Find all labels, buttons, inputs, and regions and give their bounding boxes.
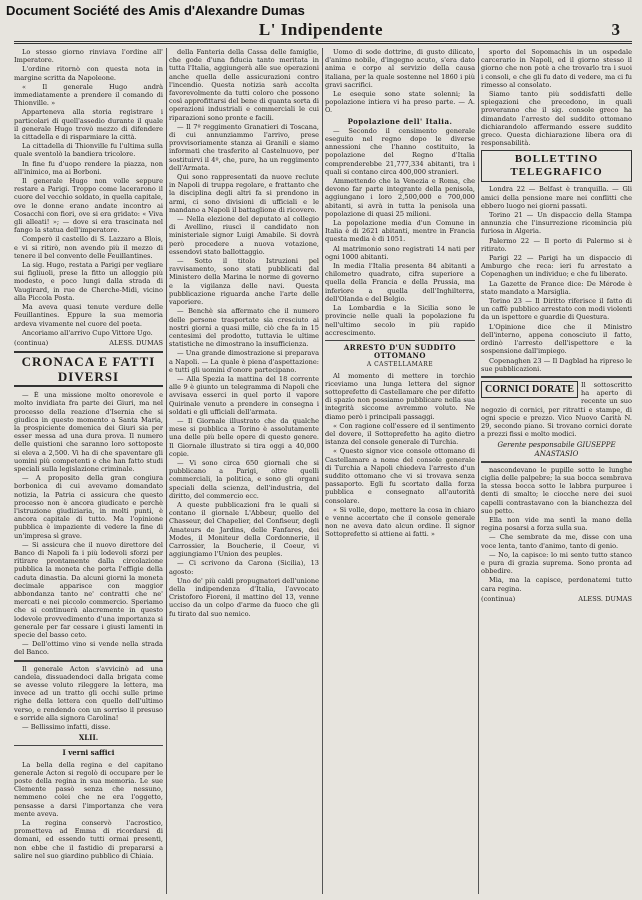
paragraph: La sig. Hugo, restata a Parigi per vegliare sui figliuoli, prese la fitto un alloggio più modesto, e poco lungi dalla strada di Vaugirard, in rue de Cherche-Midi, vicino alla Piccola Posta.: [14, 261, 163, 302]
news-item: — Dell'ottimo vino si vende nella strada del Banco.: [14, 640, 163, 657]
news-item: — Benchè sia affermato che il numero delle persone trasportate sia cresciuto ai nostri giorni a quasi mille, ciò che fa in 15 centesimi del prodotto, tuttavia le ultime statistiche ne dimostrano la insufficienza.: [169, 307, 319, 349]
news-item: A queste pubblicazioni fra le quali si contano il giornale L'Abbeur, quello del Chasseur, del Chapelier, del Confiseur, degli Amateurs de Jardins, delle Fanfares, dei Modes, il Moniteur della Cordonnerie, il Carrossier, la Boucherie, il Coeur, vi aggiungiamo l'Union des peuples.: [169, 500, 319, 559]
chapter-number: XLII.: [78, 733, 99, 743]
news-item: Al momento di mettere in torchio riceviamo una lunga lettera del signor sottoprefetto di Castellamare che per difetto di spazio non possiamo pubblicare nella sua integrità siccome avremmo voluto. Ne diamo però i principali passaggi.: [325, 371, 475, 421]
news-item: sporto del Sopomachis in un ospedale carcerario in Napoli, ed il giorno stesso il giorno che non potè a che trovarlo tra i suoi i consoli, e che gli fu dato di vedere, ma ci fu rimesso al consolato.: [481, 48, 632, 89]
divider: [14, 745, 163, 746]
paragraph: Il generale Hugo non volle seppure restare a Parigi. Troppo come lacerarono il cuore del vecchio soldato, in quella capitale, ove le donne erano andate incontro ai Cosacchi con fiori, ove si era gridato: « Viva gli alleati! »; — dove si era trascinata nel fango la statua dell'imperatore.: [14, 177, 163, 235]
serial-text: nascondevano le pupille sotto le lunghe ciglia delle palpebre; la sua bocca sembrava la stessa bocca sotto le labbra purpuree i denti di smalto; le ciocche nere dei suoi capelli contrastavano con la bianchezza del suo petto.: [481, 465, 632, 515]
news-item: — Una grande dimostrazione si preparava a Napoli. — La quale è piena d'aspettazione: e tutti gli uomini d'onore partecipano.: [169, 349, 319, 374]
serial-text: La regina conservò l'acrostico, prometteva ad Emma di ricordarsi di domani, ed essendo tutti ormai presenti, non ebbe che il fastidio di prepararsi a salire nel suo giardino pubblico di Chiaia.: [14, 819, 163, 860]
news-item: Ammettendo che la Venezia e Roma, che devono far parte integrante della penisola, aggiungano i loro 2,500,000 e 700,000 abitanti, si avrà in tutta la penisola una popolazione di quasi 25 milioni.: [325, 177, 475, 218]
news-item: — A proposito della gran congiura borbonica di cui avevamo domandato notizia, la Patria ci assicura che questo processo non è ancora giudicato e perchè l'istruzione giudiziaria, in molti punti, è ancora capitale di tutto. Ma l'opinione pubblica è impaziente di vedere la fine di un'impresa sì grave.: [14, 474, 163, 540]
masthead-rule-double: [14, 43, 632, 44]
telegram-item: Copenaghen 23 — Il Dagblad ha ripreso le sue pubblicazioni.: [481, 356, 632, 373]
column-2: [169, 48, 319, 894]
telegram-item: L'Opinione dice che il Ministro dell'interno, appena conosciuto il fatto, ordinò l'arresto dell'ispettore e la sospensione dall'impiego.: [481, 322, 632, 356]
columns-container: [14, 48, 632, 894]
paragraph: La cittadella di Thionville fu l'ultima sulla quale sventolò la bandiera tricolore.: [14, 142, 163, 159]
serial-text: — No, la capisce: lo mi sento tutto stanco e pura di grazia suprema. Sono pronta ad obbedire.: [481, 550, 632, 576]
newspaper-title: L' Indipendente: [258, 20, 384, 39]
telegram-item: Torino 21 — Un dispaccio della Stampa annunzia che l'insurrezione ricomincia più furiosa in Algeria.: [481, 211, 632, 236]
news-item: Le esequie sono state solenni; la popolazione intiera vi ha preso parte. — A. O.: [325, 90, 475, 115]
divider: [14, 660, 163, 662]
author-signature: ALESS. DUMAS: [578, 594, 632, 603]
news-item: — Si assicura che il nuovo direttore del Banco di Napoli fa i più lodevoli sforzi per ritirare prontamente dalla circolazione pubblica la moneta che porta l'effigie della caduta dinastia. Da alcuni giorni la moneta decimale apparisce con maggior abbondanza tanto ne' contratti che ne' mercati e nei piccolo commercio. Speriamo che si continuerà alacremente in questo lodevole provvedimento d'una importanza si generale per far cessare i giusti lamenti in specie del basso ceto.: [14, 540, 163, 639]
news-item: — Ci scrivono da Carona (Sicilia), 13 agosto:: [169, 559, 319, 576]
paragraph: Ma aveva quasi tenute verdure delle Feuillantines. Eppure la sua memoria ardeva vivamente nel cuore del poeta.: [14, 303, 163, 328]
paragraph: Lo stesso giorno rinviava l'ordine all' Imperatore.: [14, 48, 163, 65]
serial-text: Mia, ma la capisce, perdonatemi tutto cara regina.: [481, 576, 632, 593]
paragraph: Ancoriamo all'arrivo Cupo Vittore Ugo.: [22, 328, 153, 337]
news-item: — Nella elezione del deputato al collegio di Avellino, riuscì il candidato non ministeriale signor Luigi Amabile. Si dovrà però procedere a nuova votazione, essendovi stato ballottaggio.: [169, 215, 319, 256]
gerente-line: Gerente pesponsabile GIUSEPPE ANASTASIO: [497, 441, 616, 458]
news-item: — Alla Spezia la mattina del 18 corrente alle 9 è giunto un telegramma di Napoli che avvisava esserci in quel porto il vapore Quirinale venuto a prendere in consegna i soldati e gli ufficiali dell'armata.: [169, 374, 319, 416]
serial-text: Ella non vide ma sentì la mano della regina posarsi a forza sulla sua.: [481, 515, 632, 533]
column-1: [14, 48, 163, 894]
telegram-item: Parigi 22 — Parigi ha un dispaccio di Amburgo che reca: ieri fu arrestato a Copenaghen un individuo; e che fu liberato.: [481, 254, 632, 279]
advertisement: [481, 381, 632, 438]
news-item: La popolazione media d'un Comune in Italia è di 2621 abitanti, mentre in Francia questa media è di 1051.: [325, 219, 475, 244]
column-3: [325, 48, 475, 894]
news-item: « Questo signor vice console ottomano di Castellamare a nome del console generale di Turchia a Napoli chiedeva l'arresto d'un suddito ottomano che vi si trovava senza passaporto. Egli fu scortato dalla forza pubblica e consegnato all'autorità consolare.: [325, 447, 475, 505]
paragraph: Comperò il castello di S. Lazzaro a Blois, e vi si ritirò, non avendo più il mezzo di tenere il bel convento delle Feuillantines.: [14, 235, 163, 260]
divider: [481, 376, 632, 378]
news-item: « Con ragione coll'essere ed il sentimento del dovere, il Sottoprefetto ha agito dietro istanza del console generale di Turchia.: [325, 421, 475, 447]
article-heading: Popolazione dell' Italia.: [347, 116, 453, 126]
telegram-item: Palermo 22 — Il porto di Palermo si è ritirato.: [481, 236, 632, 253]
news-item: Uno de' più caldi propugnatori dell'unione della indipendenza d'Italia, l'avvocato Cristoforo Fioreni, il mattino del 13, venne ucciso da un colpo d'arme da fuoco che gli fu tirato dal suo nemico.: [169, 576, 319, 618]
paragraph: « Il generale Hugo andrà immediatamente a prendere il comando di Thionville. »: [14, 82, 163, 108]
telegram-item: Torino 23 — Il Diritto riferisce il fatto di un caffè pubblico arrestato con modi violenti da un ispettore e guardie di Questura.: [481, 297, 632, 322]
divider: [325, 340, 475, 341]
masthead: [0, 20, 642, 42]
serial-text: — Bellissimo infatti, disse.: [22, 723, 111, 732]
news-item: Uomo di sode dottrine, di gusto dilicato, d'animo nobile, d'ingegno acuto, s'era dato anima e corpo al servizio della causa italiana, per la quale sostenne nel 1860 i più gravi sacrifici.: [325, 48, 475, 89]
telegram-item: La Gazette de France dice: De Mérode è stato mandato a Marsiglia.: [481, 279, 632, 296]
ad-heading: CORNICI DORATE: [481, 381, 578, 398]
news-item: In media l'Italia presenta 84 abitanti a chilometro quadrato, cifra superiore a quella della Francia e della Prussia, ma inferiore a quella dell'Inghilterra, dell'Olanda e del Belgio.: [325, 262, 475, 303]
section-title: CRONACA E FATTI DIVERSI: [14, 351, 163, 387]
chapter-title: I verni saffici: [62, 748, 115, 758]
paragraph: Apparteneva alla storia registrare i particolari di quell'assedio durante il quale il generale Hugo trovò mezzo di difendere la cittadella e di risparmiare la città.: [14, 108, 163, 142]
news-item: — È una missione molto onorevole e molto invidiata fra parte dei Giuri, ma nel processo della reazione d'Isernia che si giudica in questo momento a Santa Maria, la prospiciente domenica dei Giuri sia per esser messa ad una dura prova. Il numero delle quistioni che saranno loro sottoposte si eleva a 2,500. Vi ha di che spaventare gli uomini più competenti e che han fatto studi speciali sulla legislazione criminale.: [14, 391, 163, 473]
paragraph: In fine fu d'uopo rendere la piazza, non all'inimico, ma ai Borboni.: [14, 159, 163, 176]
signature-row: [14, 339, 163, 347]
archive-watermark: Document Société des Amis d'Alexandre Dumas: [6, 3, 305, 18]
telegram-item: Londra 22 — Belfast è tranquilla. — Gli amici della pensione mare nei conflitti che ebbero luogo nei giorni passati.: [481, 185, 632, 210]
news-item: — Il 7º reggimento Granatieri di Toscana, di cui annunziammo l'arrivo, prese provvisoriamente stanza ai Granili e siamo informati che trasferito al Castelnuovo, per sostituirvi il 4º, che, pure, ha un reggimento dell'Armata.: [169, 122, 319, 172]
article-subheading: A CASTELLAMARE: [366, 361, 434, 369]
news-item: Qui sono rappresentati da nuove reclute in Napoli di truppa regolare, e frattanto che la disciplina degli altri fa si prendono in armi, ci sono divisioni di ufficiali e le mandano a Napoli il battaglione di ricovero.: [169, 173, 319, 214]
article-heading: ARRESTO D'UN SUDDITO OTTOMANO: [343, 342, 457, 361]
news-item: — Sotto il titolo Istruzioni pel ravvisamento, sono stati pubblicati dal Ministero della Marina le norme di governo e la vigilanza delle navi. Questa pubblicazione riguarda anche l'arte delle vaporiere.: [169, 257, 319, 307]
ad-text: Il sottoscritto ha aperto di recente un suo negozio di cornici, per ritratti e stampe, di ogni specie e prezzo. Vico Nuovo Carità N. 29, secondo piano. Si trovano cornici dorate a prezzi fissi e molto modici.: [481, 380, 632, 439]
signature-row: [481, 595, 632, 603]
paragraph: L'ordine ritornò con questa nota in margine scritta da Napoleone.: [14, 65, 163, 82]
news-item: — Secondo il censimento generale eseguito nel regno dopo le diverse annessioni che l'hanno costituito, la popolazione del Regno d'Italia comprenderebbe 21,777,334 abitanti, tra i quali si contano circa 400,000 stranieri.: [325, 126, 475, 176]
news-item: — Il Giornale illustrato che da qualche mese si pubblica a Torino è assolutamente una delle più belle opere di questo genere. Il Giornale illustrato si tira oggi a 40,000 copie.: [169, 416, 319, 458]
news-item: Siamo tanto più soddisfatti delle spiegazioni che precedono, in quali proveranno che il sig. console greco ha dimandato l'arresto del suddito ottomano dichiarandolo affermando essere suddito greco. Questa dichiarazione libera ora di responsabilità.: [481, 90, 632, 148]
continua-label: (continua): [481, 594, 516, 603]
author-signature: ALESS. DUMAS: [109, 338, 163, 347]
news-item: La Lombardia e la Sicilia sono le provincie nelle quali la popolazione fu nell'ultimo secolo in più rapido accrescimento.: [325, 304, 475, 337]
news-item: della Fanteria della Cassa delle famiglie, che gode d'una fiducia tanto meritata in tutta l'Italia, aggiungerà alle sue operazioni anche quella delle assicurazioni contro l'incendio. Questa notizia sarà accolta favorevolmente da tutti coloro che possono così approfittarsi del bene di quanta sorta di operazioni industriali e commerciali le cui riparazioni sono pronte e facili.: [169, 48, 319, 122]
news-item: Al matrimonio sono registrati 14 nati per ogni 1000 abitanti.: [325, 244, 475, 261]
serial-text: — Che sembrate da me, disse con una voce lenta, tanto d'animo, tanto di genio.: [481, 533, 632, 550]
continua-label: (continua): [14, 338, 49, 347]
news-item: — Vi sono circa 650 giornali che si pubblicano a Parigi, oltre quelli commerciali, la politica, e sono gli organi speciali della scienza, dell'industria, del diritto, del commercio ecc.: [169, 458, 319, 500]
masthead-rule: [14, 41, 632, 42]
section-title: BOLLETTINO TELEGRAFICO: [481, 150, 632, 182]
divider: [481, 461, 632, 463]
serial-text: La bella della regina e del capitano generale Acton si regolò di occupare per le poste della regina in sua memoria. Le sue Clemente passò senza che nessuno, nemmeno colei che ne era l'oggetto, pensasse a darsi l'importanza che vera mente aveva.: [14, 760, 163, 818]
page-number: 3: [611, 20, 620, 39]
news-item: « Si volle, dopo, mettere la cosa in chiaro e venne accertato che il console generale non ne aveva dato alcun ordine. Il signor Sottoprefetto si attiene ai fatti. »: [325, 505, 475, 539]
serial-text: Il generale Acton s'avvicinò ad una candela, dissuadendoci dalla brigata come se avesse voluto rileggere la lettera, ma invece ad un tratto gli occhi sulle prime righe della lettera con quello dell'ultimo verso, e rendendo con un sorriso il presuso e sorride alla signora Carolina!: [14, 664, 163, 722]
column-4: [481, 48, 632, 894]
